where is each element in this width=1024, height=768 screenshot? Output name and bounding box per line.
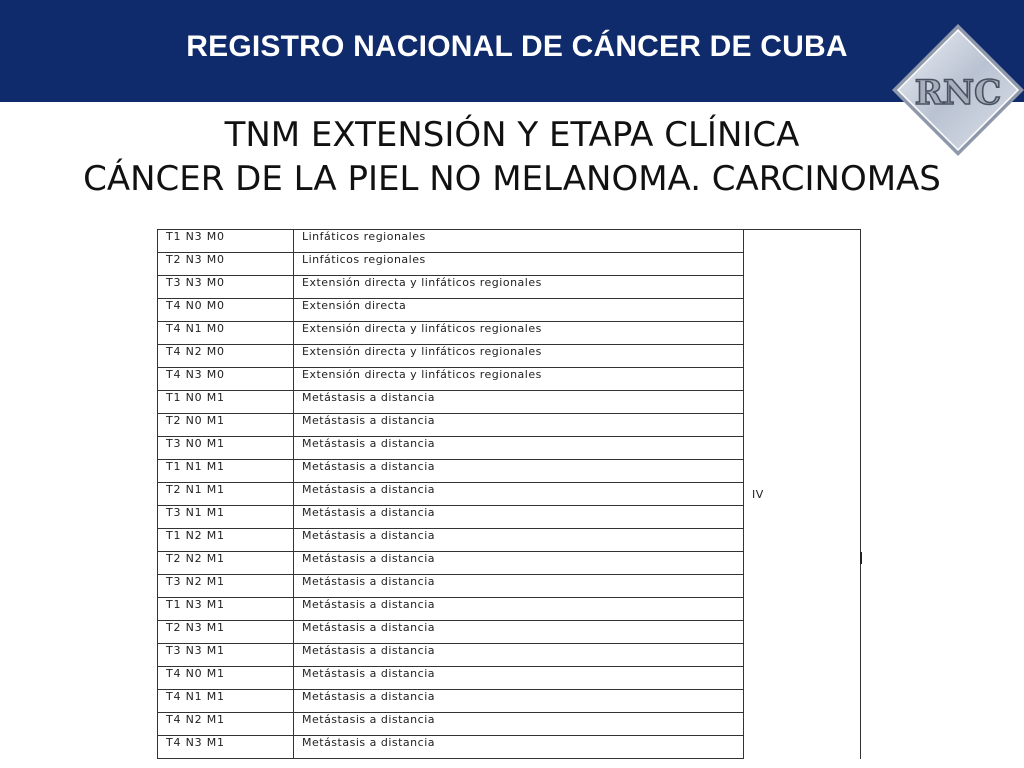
- stray-line-mark: [860, 552, 862, 564]
- extension-cell: Extensión directa y linfáticos regionales: [294, 322, 744, 345]
- extension-cell: Metástasis a distancia: [294, 437, 744, 460]
- tnm-code-cell: T3 N1 M1: [158, 506, 294, 529]
- extension-cell: Metástasis a distancia: [294, 506, 744, 529]
- tnm-code-cell: T4 N3 M1: [158, 736, 294, 759]
- tnm-code-cell: T2 N3 M1: [158, 621, 294, 644]
- tnm-code-cell: T3 N3 M1: [158, 644, 294, 667]
- tnm-code-cell: T4 N0 M1: [158, 667, 294, 690]
- tnm-code-cell: T1 N3 M1: [158, 598, 294, 621]
- extension-cell: Linfáticos regionales: [294, 230, 744, 253]
- extension-cell: Metástasis a distancia: [294, 391, 744, 414]
- stage-cell: IV: [744, 230, 861, 759]
- tnm-code-cell: T4 N0 M0: [158, 299, 294, 322]
- extension-cell: Metástasis a distancia: [294, 598, 744, 621]
- extension-cell: Metástasis a distancia: [294, 575, 744, 598]
- extension-cell: Metástasis a distancia: [294, 644, 744, 667]
- extension-cell: Linfáticos regionales: [294, 253, 744, 276]
- extension-cell: Metástasis a distancia: [294, 460, 744, 483]
- tnm-code-cell: T4 N3 M0: [158, 368, 294, 391]
- slide-title-line-1: TNM EXTENSIÓN Y ETAPA CLÍNICA: [224, 115, 800, 155]
- extension-cell: Extensión directa y linfáticos regionales: [294, 276, 744, 299]
- tnm-code-cell: T4 N1 M1: [158, 690, 294, 713]
- tnm-code-cell: T3 N0 M1: [158, 437, 294, 460]
- tnm-code-cell: T2 N1 M1: [158, 483, 294, 506]
- tnm-code-cell: T2 N3 M0: [158, 253, 294, 276]
- banner-title: REGISTRO NACIONAL DE CÁNCER DE CUBA: [186, 30, 848, 63]
- tnm-code-cell: T4 N2 M0: [158, 345, 294, 368]
- tnm-code-cell: T1 N0 M1: [158, 391, 294, 414]
- extension-cell: Metástasis a distancia: [294, 621, 744, 644]
- logo-text: RNC: [914, 73, 1002, 113]
- tnm-code-cell: T2 N2 M1: [158, 552, 294, 575]
- extension-cell: Metástasis a distancia: [294, 529, 744, 552]
- header-banner: [0, 0, 1024, 102]
- tnm-code-cell: T3 N2 M1: [158, 575, 294, 598]
- extension-cell: Metástasis a distancia: [294, 414, 744, 437]
- table-row: [158, 230, 861, 253]
- extension-cell: Extensión directa y linfáticos regionales: [294, 368, 744, 391]
- extension-cell: Metástasis a distancia: [294, 736, 744, 759]
- extension-cell: Metástasis a distancia: [294, 552, 744, 575]
- tnm-code-cell: T4 N2 M1: [158, 713, 294, 736]
- extension-cell: Metástasis a distancia: [294, 483, 744, 506]
- extension-cell: Metástasis a distancia: [294, 667, 744, 690]
- tnm-code-cell: T2 N0 M1: [158, 414, 294, 437]
- extension-cell: Extensión directa: [294, 299, 744, 322]
- tnm-stage-table: [157, 229, 861, 759]
- tnm-code-cell: T1 N1 M1: [158, 460, 294, 483]
- extension-cell: Metástasis a distancia: [294, 690, 744, 713]
- extension-cell: Metástasis a distancia: [294, 713, 744, 736]
- tnm-code-cell: T1 N3 M0: [158, 230, 294, 253]
- tnm-code-cell: T4 N1 M0: [158, 322, 294, 345]
- slide-title-line-2: CÁNCER DE LA PIEL NO MELANOMA. CARCINOMAS: [83, 159, 941, 199]
- tnm-code-cell: T3 N3 M0: [158, 276, 294, 299]
- extension-cell: Extensión directa y linfáticos regionales: [294, 345, 744, 368]
- tnm-code-cell: T1 N2 M1: [158, 529, 294, 552]
- slide-title: [0, 113, 1024, 201]
